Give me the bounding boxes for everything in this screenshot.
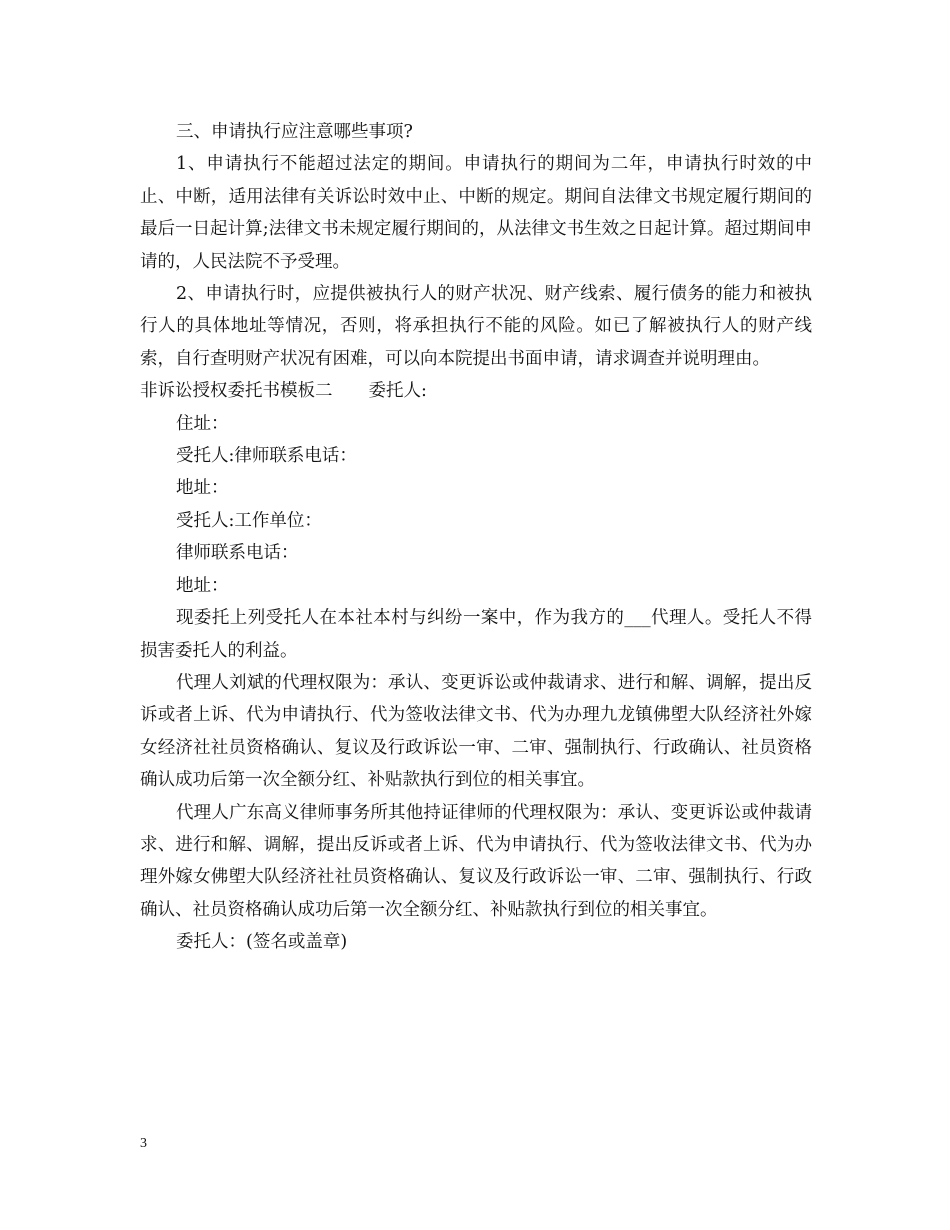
agent-line-2: 受托人:工作单位： [176, 510, 322, 531]
paragraph-agent-liu-bin-authority: 代理人刘斌的代理权限为：承认、变更诉讼或仲裁请求、进行和解、调解，提出反诉或者上诉、代为申请执行、代为签收法律文书、代为办理九龙镇佛塱大队经济社外嫁女经济社社员资格确认、复议及行政诉讼一审、二审、强制执行、行政确认、社员资格确认成功后第一次全额分红、补贴款执行到位的相关事宜。 [140, 672, 812, 791]
agent-line-1: 受托人:律师联系电话： [176, 446, 357, 467]
address-line-1: 住址： [176, 413, 229, 434]
paragraph-entrustment: 现委托上列受托人在本社本村与纠纷一案中，作为我方的___代理人。受托人不得损害委托人的利益。 [140, 608, 812, 661]
template-title: 非诉讼授权委托书模板二 [140, 381, 333, 402]
address-line-3: 地址： [176, 575, 229, 596]
signature-line: 委托人：(签名或盖章) [176, 932, 348, 953]
paragraph-filing-period: 1、申请执行不能超过法定的期间。申请执行的期间为二年，申请执行时效的中止、中断，适用法律有关诉讼时效中止、中断的规定。期间自法律文书规定履行期间的最后一日起计算;法律文书未规定履行期间的，从法律文书生效之日起计算。超过期间申请的，人民法院不予受理。 [140, 154, 812, 272]
page-number: 3 [140, 1136, 147, 1151]
address-line-2: 地址： [176, 478, 229, 499]
paragraph-other-lawyers-authority: 代理人广东高义律师事务所其他持证律师的代理权限为：承认、变更诉讼或仲裁请求、进行和解、调解，提出反诉或者上诉、代为申请执行、代为签收法律文书、代为办理外嫁女佛塱大队经济社社员资格确认、复议及行政诉讼一审、二审、强制执行、行政确认、社员资格确认成功后第一次全额分红、补贴款执行到位的相关事宜。 [140, 802, 812, 920]
paragraph-filing-requirements: 2、申请执行时，应提供被执行人的财产状况、财产线索、履行债务的能力和被执行人的具体地址等情况，否则，将承担执行不能的风险。如已了解被执行人的财产线索，自行查明财产状况有困难，可以向本院提出书面申请，请求调查并说明理由。 [140, 284, 812, 369]
template-title-line [140, 375, 812, 407]
principal-label: 委托人: [368, 381, 427, 402]
section-heading: 三、申请执行应注意哪些事项? [176, 122, 413, 142]
lawyer-phone-line: 律师联系电话： [176, 543, 299, 564]
document-body [140, 116, 812, 959]
